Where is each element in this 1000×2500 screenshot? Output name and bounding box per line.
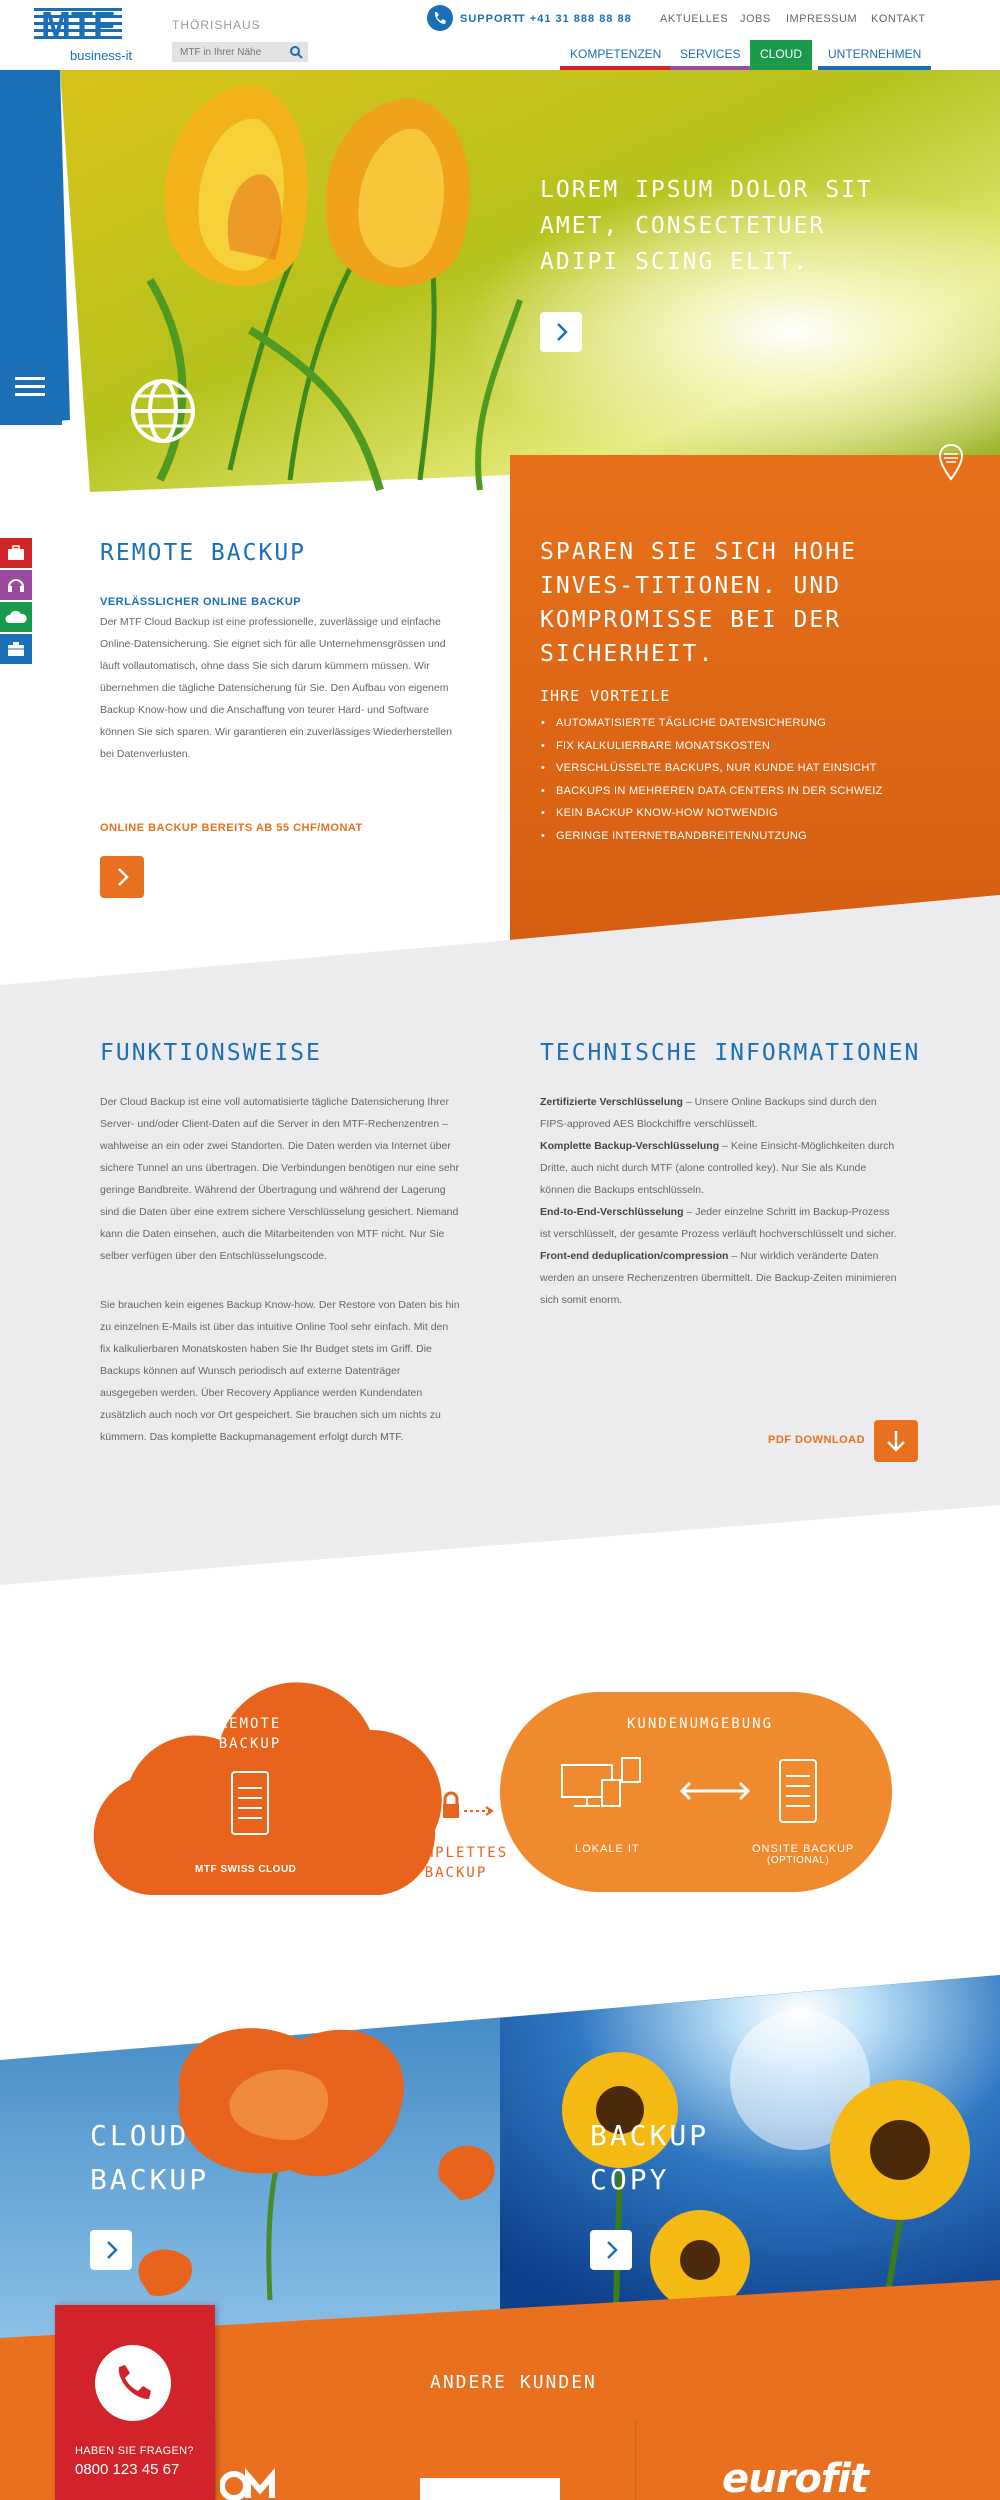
complete-backup-label: KOMPLETTES BACKUP (403, 1845, 509, 1881)
chevron-right-icon (540, 312, 582, 352)
location-label: THÖRISHAUS (172, 18, 261, 32)
tab-unternehmen[interactable]: UNTERNEHMEN (818, 40, 931, 70)
side-tab-cloud[interactable] (0, 602, 32, 632)
side-tab-services[interactable] (0, 570, 32, 600)
tech-term: Front-end deduplication/compression (540, 1250, 729, 1262)
remote-backup-arrow-button[interactable] (100, 856, 144, 898)
remote-backup-cloud-title: REMOTE BACKUP (218, 1716, 282, 1752)
cloud-backup-title: CLOUD BACKUP (90, 2119, 210, 2196)
contact-phone-icon[interactable] (95, 2345, 171, 2421)
technical-text (540, 1091, 900, 1311)
side-tab-kompetenzen[interactable] (0, 538, 32, 568)
remote-backup-subhead: VERLÄSSLICHER ONLINE BACKUP (100, 596, 302, 608)
site-header (0, 0, 1000, 70)
clients-title: ANDERE KUNDEN (430, 2372, 597, 2393)
tech-desc: – Keine Einsicht-Möglichkeiten durch Dritte, auch nicht durch MTF (alone controlled key). Nur Sie als Kunde können die Backups entschlüsseln. (540, 1140, 895, 1196)
tech-desc: – Jeder einzelne Schritt im Backup-Prozess ist verschlüsselt, der gesamte Prozess verläuft hochverschlüsselt und sicher. (540, 1206, 897, 1240)
pdf-download-link[interactable]: PDF DOWNLOAD (768, 1434, 866, 1446)
client-logo-eurofit[interactable]: eurofit (722, 2456, 869, 2500)
benefits-title: SPAREN SIE SICH HOHE INVES-TITIONEN. UND KOMPROMISSE BEI DER SICHERHEIT. (540, 539, 857, 667)
technical-title: TECHNISCHE INFORMATIONEN (540, 1040, 921, 1066)
support-phone-icon[interactable] (427, 5, 453, 31)
hero-title: LOREM IPSUM DOLOR SIT AMET, CONSECTETUER ADIPI SCING ELIT. (540, 177, 873, 275)
onsite-backup-label: ONSITE BACKUP (752, 1843, 855, 1855)
tab-cloud[interactable]: CLOUD (750, 40, 812, 70)
support-phone-number[interactable]: T +41 31 888 88 88 (518, 13, 632, 25)
toolbox-icon (0, 538, 32, 568)
tech-term: End-to-End-Verschlüsselung (540, 1206, 684, 1218)
client-card (635, 2420, 636, 2500)
funktionsweise-title: FUNKTIONSWEISE (100, 1040, 322, 1066)
tech-desc: – Nur wirklich veränderte Daten werden an unsere Rechenzentren übermittelt. Die Backup-Zeiten minimieren sich somit enorm. (540, 1250, 897, 1306)
arrow-down-icon (874, 1420, 918, 1462)
tech-term: Zertifizierte Verschlüsselung (540, 1096, 683, 1108)
hero-arrow-button[interactable] (540, 312, 582, 352)
remote-backup-title: REMOTE BACKUP (100, 540, 307, 566)
tech-desc: – Unsere Online Backups sind durch den FIPS-approved AES Blockchiffre verschlüsselt. (540, 1096, 877, 1130)
search-icon[interactable] (288, 44, 304, 60)
benefits-list (540, 712, 940, 848)
tab-services[interactable]: SERVICES (670, 40, 750, 70)
cloud-backup-arrow-button[interactable] (90, 2230, 132, 2270)
tab-kompetenzen[interactable]: KOMPETENZEN (560, 40, 671, 70)
pdf-download-button[interactable] (874, 1420, 918, 1462)
funktionsweise-text-1: Der Cloud Backup ist eine voll automatisierte tägliche Datensicherung Ihrer Server- und/oder Client-Daten auf die Server in den MTF-Rechenzentren – wahlweise an ein oder zwei Standorten. Die Daten werden via Internet über sichere Tunnel an uns übertragen. Die Verbindungen benötigen nur eine sehr geringe Bandbreite. Während der Übertragung und während der Lagerung sind die Daten über eine extrem sichere Verschlüsselung gesichert. Niemand kann die Daten einsehen, auch die Mitarbeitenden von MTF nicht. Nur Sie selber verfügen über den Entschlüsselungscode. (100, 1096, 460, 1262)
phone-icon (95, 2345, 171, 2421)
list-item: • GERINGE INTERNETBANDBREITENNUTZUNG (540, 825, 940, 848)
list-item: • KEIN BACKUP KNOW-HOW NOTWENDIG (540, 802, 940, 825)
nav-aktuelles[interactable]: AKTUELLES (660, 13, 729, 25)
contact-box[interactable] (55, 2305, 215, 2500)
client-card (215, 2420, 216, 2500)
benefits-subtitle: IHRE VORTEILE (540, 687, 671, 705)
svg-text:MTF: MTF (41, 6, 115, 42)
chevron-right-icon (90, 2230, 132, 2270)
remote-backup-text: Der MTF Cloud Backup ist eine professionelle, zuverlässige und einfache Online-Datensicherung. Sie eignet sich für alle Unternehmensgrössen und läuft vollautomatisch, ohne dass Sie sich darum kümmern müssen. Wir übernehmen die tägliche Datensicherung für Sie. Den Aufbau von eigenem Backup Know-how und die Anschaffung von teurer Hard- und Software können Sie sich sparen. Wir garantieren ein zuverlässiges Wiederherstellen bei Datenverlusten. (100, 616, 452, 760)
list-item: • FIX KALKULIERBARE MONATSKOSTEN (540, 735, 940, 758)
briefcase-icon (0, 634, 32, 664)
client-logo-placeholder[interactable] (420, 2478, 560, 2500)
side-tab-unternehmen[interactable] (0, 634, 32, 664)
list-item: • AUTOMATISIERTE TÄGLICHE DATENSICHERUNG (540, 712, 940, 735)
cloud-icon (0, 602, 32, 632)
contact-question: HABEN SIE FRAGEN? (75, 2445, 194, 2457)
nav-impressum[interactable]: IMPRESSUM (786, 13, 858, 25)
logo-subtitle: business-it (70, 48, 133, 63)
headset-icon (0, 570, 32, 600)
globe-icon[interactable] (130, 378, 196, 444)
nav-jobs[interactable]: JOBS (740, 13, 771, 25)
local-it-label: LOKALE IT (575, 1843, 640, 1855)
nav-kontakt[interactable]: KONTAKT (871, 13, 926, 25)
backup-copy-title: BACKUP COPY (590, 2119, 710, 2196)
onsite-backup-optional: (OPTIONAL) (767, 1855, 830, 1866)
chevron-right-icon (590, 2230, 632, 2270)
price-link[interactable]: ONLINE BACKUP BEREITS AB 55 CHF/MONAT (100, 822, 363, 834)
customer-environment-title: KUNDENUMGEBUNG (627, 1716, 774, 1732)
list-item: • VERSCHLÜSSELTE BACKUPS, NUR KUNDE HAT EINSICHT (540, 757, 940, 780)
tech-term: Komplette Backup-Verschlüsselung (540, 1140, 720, 1152)
funktionsweise-text-2: Sie brauchen kein eigenes Backup Know-how. Der Restore von Daten bis hin zu einzelnen E-Mails ist über das intuitive Online Tool sehr einfach. Mit den fix kalkulierbaren Monatskosten haben Sie Ihr Budget stets im Griff. Die Backups können auf Wunsch periodisch auf externe Datenträger ausgegeben werden. Über Recovery Appliance werden Kundendaten zusätzlich auch noch vor Ort gespeichert. Sie brauchen sich um nichts zu kümmern. Das komplette Backupmanagement erfolgt durch MTF. (100, 1299, 460, 1443)
backup-copy-arrow-button[interactable] (590, 2230, 632, 2270)
hamburger-menu-icon[interactable] (15, 375, 45, 399)
contact-phone-number[interactable]: 0800 123 45 67 (75, 2461, 180, 2478)
list-item: • BACKUPS IN MEHREREN DATA CENTERS IN DER SCHWEIZ (540, 780, 940, 803)
chevron-right-icon (100, 856, 144, 898)
location-pin-icon[interactable] (938, 443, 964, 483)
mtf-logo[interactable] (34, 6, 122, 42)
lock-icon (443, 1793, 459, 1818)
support-label[interactable]: SUPPORT (460, 13, 521, 25)
remote-backup-cloud-sub: MTF SWISS CLOUD (195, 1864, 297, 1875)
client-logo-cm[interactable] (220, 2468, 280, 2500)
